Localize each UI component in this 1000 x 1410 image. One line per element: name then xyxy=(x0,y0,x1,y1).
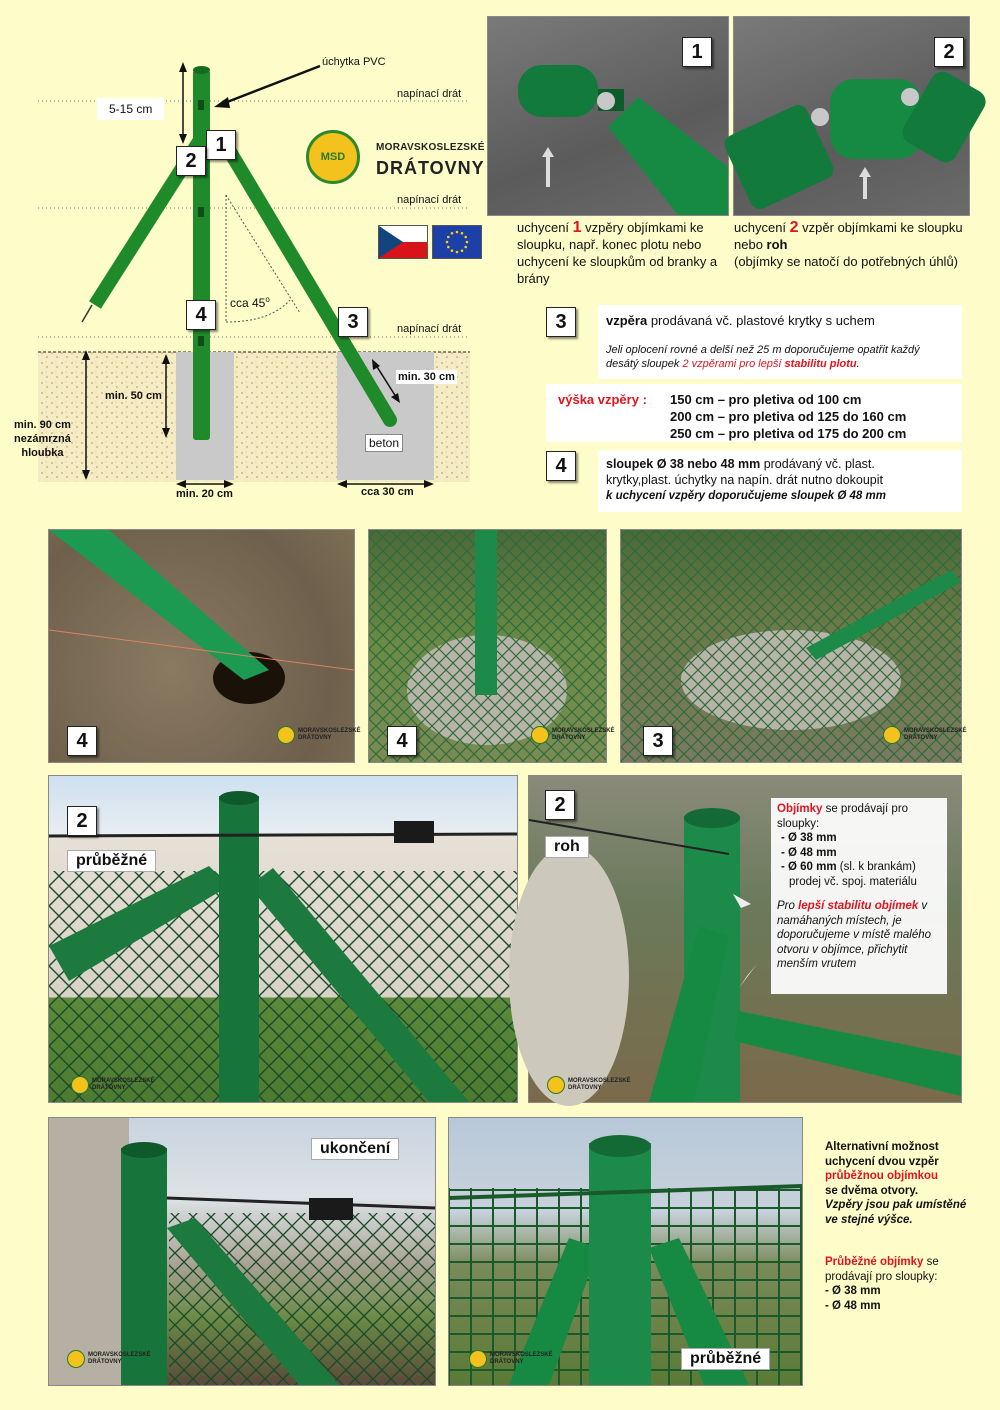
photo-r3-2-num: 2 xyxy=(545,790,575,820)
label-wire-top: napínací drát xyxy=(397,88,462,100)
strut-height-list xyxy=(670,391,906,442)
watermark-logo: MORAVSKOSLEZSKÉ DRÁTOVNY xyxy=(883,726,967,744)
label-pruběžné-2: průběžné xyxy=(681,1348,770,1370)
info-4-num: 4 xyxy=(546,451,576,481)
photo-post-in-hole xyxy=(48,529,361,763)
diagram-num-1: 1 xyxy=(206,130,236,160)
label-wire-middle: napínací drát xyxy=(397,194,462,206)
diagram-num-4: 4 xyxy=(186,300,216,330)
diagram-num-2: 2 xyxy=(176,146,206,176)
info-4-panel xyxy=(598,450,962,512)
photo-post-concrete xyxy=(368,529,615,763)
diagram-num-3: 3 xyxy=(338,307,368,337)
strut-height-250: 250 cm – pro pletiva od 175 do 200 cm xyxy=(670,426,907,441)
photo-r3-1-num: 2 xyxy=(67,806,97,836)
company-logo xyxy=(304,128,484,188)
label-min20: min. 20 cm xyxy=(176,488,233,500)
strut-height-200: 200 cm – pro pletiva od 125 do 160 cm xyxy=(670,409,907,424)
label-cca30: cca 30 cm xyxy=(361,486,414,498)
photo-1-caption: uchycení 1 vzpěry objímkami ke sloupku, např. konec plotu nebo uchycení ke sloupkům od branky a brány xyxy=(517,219,718,286)
watermark-logo: MORAVSKOSLEZSKÉ DRÁTOVNY xyxy=(277,726,361,744)
watermark-logo: MORAVSKOSLEZSKÉ DRÁTOVNY xyxy=(469,1350,553,1368)
photo-clamp-2 xyxy=(733,16,970,216)
logo-emblem: MSD xyxy=(306,130,360,184)
label-min30: min. 30 cm xyxy=(398,371,455,383)
photo-clamp-1 xyxy=(487,16,729,216)
label-wire-bottom: napínací drát xyxy=(397,323,462,335)
photo-end-clamp xyxy=(48,1117,436,1386)
logo-line1: MORAVSKOSLEZSKÉ xyxy=(376,142,485,153)
label-ukonceni: ukončení xyxy=(311,1138,399,1160)
watermark-logo: MORAVSKOSLEZSKÉ DRÁTOVNY xyxy=(531,726,615,744)
photo-through-clamp xyxy=(48,775,518,1103)
label-5-15cm: 5-15 cm xyxy=(97,98,164,120)
photo-brace-concrete xyxy=(620,529,967,763)
photo-through-clamp-two-holes xyxy=(448,1117,803,1386)
watermark-logo: MORAVSKOSLEZSKÉ DRÁTOVNY xyxy=(547,1076,631,1094)
logo-line2: DRÁTOVNY xyxy=(376,158,485,178)
photo-2-num: 2 xyxy=(934,37,964,67)
through-clamp-sale-text: Průběžné objímky se prodávají pro sloupky: - Ø 38 mm - Ø 48 mm xyxy=(825,1256,939,1312)
label-angle: cca 45$^o$ xyxy=(230,295,270,310)
photo-1-num: 1 xyxy=(682,37,712,67)
info-4-text: sloupek Ø 38 nebo 48 mm prodávaný vč. plast. krytky,plast. úchytky na napín. drát nutno dokoupit k uchycení vzpěry doporučujeme sloupek Ø 48 mm xyxy=(606,457,886,502)
photo-r2-2-num: 4 xyxy=(387,726,417,756)
czech-flag-icon xyxy=(378,225,428,259)
label-min50: min. 50 cm xyxy=(105,390,162,402)
label-uchytka-pvc: úchytka PVC xyxy=(322,56,386,68)
info-3-num: 3 xyxy=(546,307,576,337)
watermark-logo: MORAVSKOSLEZSKÉ DRÁTOVNY xyxy=(71,1076,155,1094)
label-beton: beton xyxy=(365,434,403,452)
alternative-info-text: Alternativní možnost uchycení dvou vzpěr průběžnou objímkou se dvěma otvory. Vzpěry jsou pak umístěné ve stejné výšce. xyxy=(825,1141,967,1226)
label-min90: min. 90 cm nezámrzná hloubka xyxy=(14,419,71,459)
watermark-logo: MORAVSKOSLEZSKÉ DRÁTOVNY xyxy=(67,1350,151,1368)
clamp-info-panel xyxy=(771,798,947,994)
label-roh: roh xyxy=(545,836,589,858)
photo-corner-clamp xyxy=(528,775,962,1103)
info-3-panel xyxy=(598,305,962,379)
photo-r2-1-num: 4 xyxy=(67,726,97,756)
info-3-note: Jeli oplocení rovné a delší než 25 m doporučujeme opatřit každý desátý sloupek 2 vzpěrami pro lepší stabilitu plotu. xyxy=(606,344,920,370)
strut-height-150: 150 cm – pro pletiva od 100 cm xyxy=(670,392,862,407)
label-pruběžné-1: průběžné xyxy=(67,850,156,872)
photo-2-caption: uchycení 2 vzpěr objímkami ke sloupku nebo roh (objímky se natočí do potřebných úhlů) xyxy=(734,219,963,269)
eu-flag-icon xyxy=(432,225,482,259)
strut-heights-panel xyxy=(546,384,962,442)
info-3-title: vzpěra prodávaná vč. plastové krytky s uchem xyxy=(606,313,875,328)
clamp-info-text: Objímky se prodávají pro sloupky: - Ø 38 mm - Ø 48 mm - Ø 60 mm (sl. k brankám) prodej vč. spoj. materiálu Pro lepší stabilitu objímek v namáhaných místech, je doporučujeme v místě malého otvoru v objímce, přichytit menším vrutem xyxy=(777,803,932,970)
strut-height-label: výška vzpěry : xyxy=(558,392,647,407)
photo-r2-3-num: 3 xyxy=(643,726,673,756)
